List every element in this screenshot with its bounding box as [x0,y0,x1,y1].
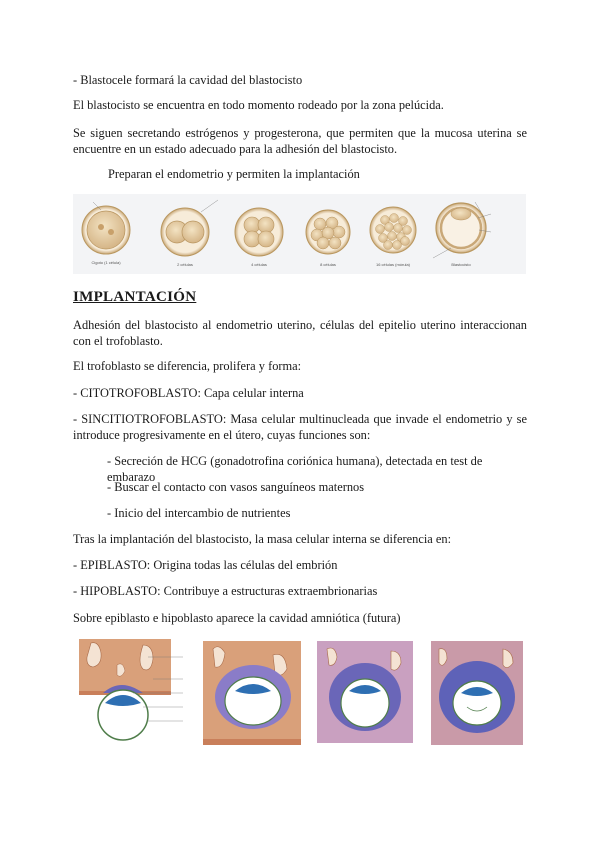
paragraph-blastocele: - Blastocele formará la cavidad del blastocisto [73,73,303,87]
paragraph-sincitiotrofoblasto: - SINCITIOTROFOBLASTO: Masa celular multinucleada que invade el endometrio y se introduce progresivamente en el útero, cuyas funciones son: [73,412,527,442]
list-item-hcg: - Secreción de HCG (gonadotrofina coriónica humana), detectada en test de embarazo [107,454,483,484]
paragraph-trofoblasto: El trofoblasto se diferencia, prolifera y forma: [73,359,302,373]
label-4-cells: 4 células [251,262,267,267]
label-blastocyst: Blastocisto [451,262,471,267]
paragraph-hormonas: Se siguen secretando estrógenos y progesterona, que permiten que la mucosa uterina se encuentre en un estado adecuado para la adhesión del blastocisto. [73,126,527,156]
stage-8-cells [306,210,350,254]
paragraph-zona-pelucida: El blastocisto se encuentra en todo momento rodeado por la zona pelúcida. [73,98,444,112]
stage-blastocyst [436,203,486,253]
implantation-panel-1 [79,639,183,740]
paragraph-adhesion: Adhesión del blastocisto al endometrio uterino, células del epitelio uterino interaccionan con el trofoblasto. [73,318,527,348]
list-item-nutrientes: - Inicio del intercambio de nutrientes [107,506,291,520]
figure-segmentation-stages [73,194,526,274]
label-zygote: Cigoto (1 célula) [91,260,121,265]
section-heading-implantacion: IMPLANTACIÓN [73,289,197,305]
figure1-leaders [93,200,491,258]
paragraph-cavidad-amniotica: Sobre epiblasto e hipoblasto aparece la cavidad amniótica (futura) [73,611,401,625]
paragraph-preparan: Preparan el endometrio y permiten la implantación [108,167,360,181]
paragraph-tras-implantacion: Tras la implantación del blastocisto, la masa celular interna se diferencia en: [73,532,452,546]
figure-implantation-sequence [73,635,526,746]
stage-2-cells [161,208,209,256]
stage-zygote [82,206,130,254]
implantation-illustration [73,635,526,746]
label-2-cells: 2 células [177,262,193,267]
paragraph-citotrofoblasto: - CITOTROFOBLASTO: Capa celular interna [73,386,304,400]
implantation-panel-3 [317,641,413,743]
label-8-cells: 8 células [320,262,336,267]
list-item-vasos: - Buscar el contacto con vasos sanguíneos maternos [107,480,365,494]
implantation-panel-2 [203,641,301,745]
segmentation-illustration [73,194,526,274]
paragraph-hipoblasto: - HIPOBLASTO: Contribuye a estructuras extraembrionarias [73,584,378,598]
label-morula: 16 células (mórula) [375,262,411,267]
stage-morula [370,207,416,253]
stage-4-cells [235,208,283,256]
implantation-panel-4 [431,641,523,745]
paragraph-epiblasto: - EPIBLASTO: Origina todas las células del embrión [73,558,338,572]
